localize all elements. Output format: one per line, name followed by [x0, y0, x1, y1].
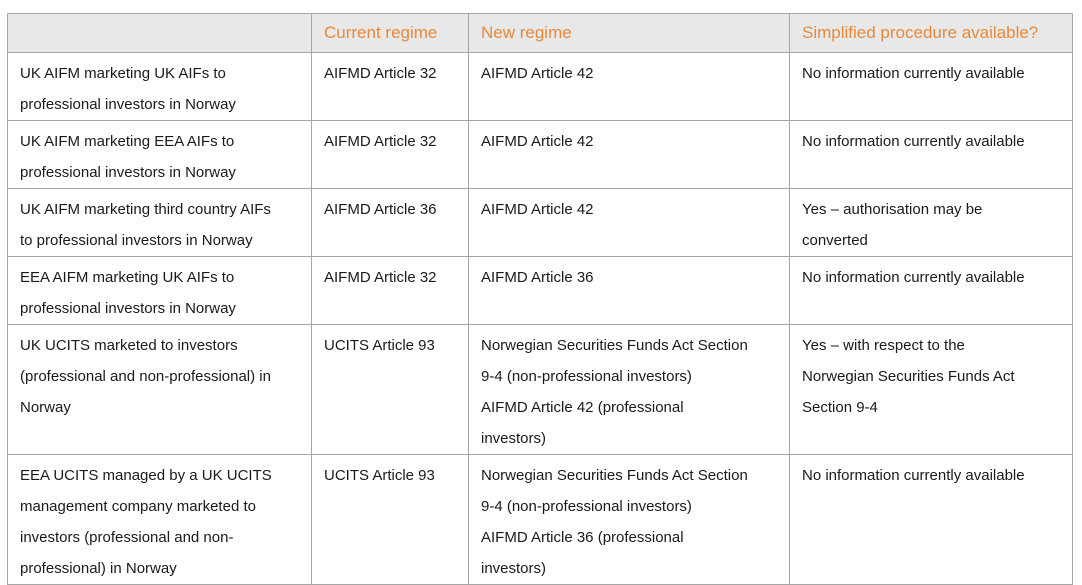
cell-simplified: No information currently available: [790, 53, 1073, 121]
table-row: [8, 257, 1073, 325]
table-row: [8, 121, 1073, 189]
cell-new-regime: Norwegian Securities Funds Act Section 9-4 (non-professional investors) AIFMD Article 36 (professional investors): [469, 455, 790, 585]
regime-comparison-table: [7, 13, 1073, 585]
cell-simplified: Yes – with respect to the Norwegian Securities Funds Act Section 9-4: [790, 325, 1073, 455]
header-new-regime: New regime: [469, 14, 790, 53]
header-blank: [8, 14, 312, 53]
cell-description: EEA AIFM marketing UK AIFs to professional investors in Norway: [8, 257, 312, 325]
cell-new-regime: Norwegian Securities Funds Act Section 9-4 (non-professional investors) AIFMD Article 42 (professional investors): [469, 325, 790, 455]
cell-new-regime: AIFMD Article 42: [469, 121, 790, 189]
cell-simplified: Yes – authorisation may be converted: [790, 189, 1073, 257]
cell-description: UK UCITS marketed to investors (professional and non-professional) in Norway: [8, 325, 312, 455]
cell-new-regime: AIFMD Article 42: [469, 53, 790, 121]
table-row: [8, 325, 1073, 455]
cell-current-regime: AIFMD Article 32: [312, 257, 469, 325]
cell-description: EEA UCITS managed by a UK UCITS management company marketed to investors (professional and non- professional) in Norway: [8, 455, 312, 585]
cell-description: UK AIFM marketing EEA AIFs to professional investors in Norway: [8, 121, 312, 189]
header-simplified-procedure: Simplified procedure available?: [790, 14, 1073, 53]
cell-description: UK AIFM marketing UK AIFs to professional investors in Norway: [8, 53, 312, 121]
cell-current-regime: UCITS Article 93: [312, 455, 469, 585]
cell-description: UK AIFM marketing third country AIFs to professional investors in Norway: [8, 189, 312, 257]
cell-current-regime: AIFMD Article 32: [312, 53, 469, 121]
table-row: [8, 53, 1073, 121]
cell-current-regime: AIFMD Article 36: [312, 189, 469, 257]
header-current-regime: Current regime: [312, 14, 469, 53]
cell-current-regime: UCITS Article 93: [312, 325, 469, 455]
table-row: [8, 455, 1073, 585]
table-row: [8, 189, 1073, 257]
cell-current-regime: AIFMD Article 32: [312, 121, 469, 189]
cell-simplified: No information currently available: [790, 257, 1073, 325]
cell-simplified: No information currently available: [790, 121, 1073, 189]
cell-simplified: No information currently available: [790, 455, 1073, 585]
cell-new-regime: AIFMD Article 42: [469, 189, 790, 257]
header-row: [8, 14, 1073, 53]
cell-new-regime: AIFMD Article 36: [469, 257, 790, 325]
